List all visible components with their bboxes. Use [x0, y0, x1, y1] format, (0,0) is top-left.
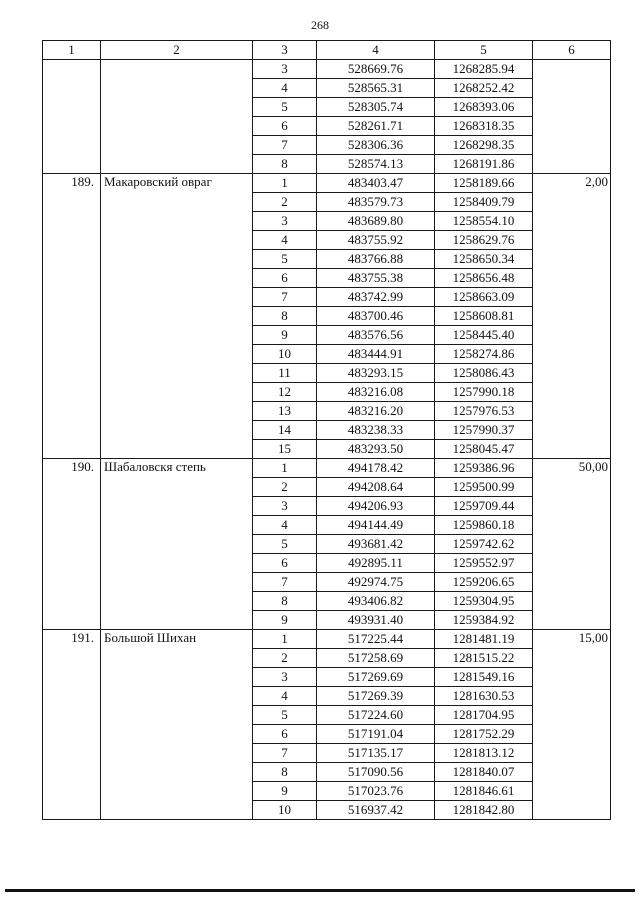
point-number: 5	[253, 250, 317, 269]
table-row	[43, 60, 611, 79]
coordinate-y: 1259304.95	[435, 592, 533, 611]
point-number: 1	[253, 174, 317, 193]
object-name: Макаровский овраг	[101, 174, 253, 459]
point-number: 9	[253, 326, 317, 345]
coordinate-y: 1281846.61	[435, 782, 533, 801]
point-number: 7	[253, 744, 317, 763]
point-number: 3	[253, 60, 317, 79]
point-number: 7	[253, 288, 317, 307]
coordinate-x: 483742.99	[317, 288, 435, 307]
coordinate-x: 483216.20	[317, 402, 435, 421]
point-number: 4	[253, 231, 317, 250]
coordinate-y: 1281842.80	[435, 801, 533, 820]
coordinate-x: 493406.82	[317, 592, 435, 611]
coordinate-y: 1258274.86	[435, 345, 533, 364]
coordinate-x: 516937.42	[317, 801, 435, 820]
point-number: 4	[253, 516, 317, 535]
coordinate-y: 1258409.79	[435, 193, 533, 212]
coordinate-x: 528261.71	[317, 117, 435, 136]
coordinate-x: 483403.47	[317, 174, 435, 193]
coordinate-y: 1268191.86	[435, 155, 533, 174]
point-number: 3	[253, 497, 317, 516]
column-header-1: 1	[43, 41, 101, 60]
point-number: 9	[253, 782, 317, 801]
coordinate-x: 528305.74	[317, 98, 435, 117]
object-area: 50,00	[533, 459, 611, 630]
coordinate-x: 483444.91	[317, 345, 435, 364]
column-header-2: 2	[101, 41, 253, 60]
coordinate-x: 517258.69	[317, 649, 435, 668]
point-number: 10	[253, 345, 317, 364]
coordinate-y: 1259742.62	[435, 535, 533, 554]
coordinate-x: 517090.56	[317, 763, 435, 782]
point-number: 1	[253, 630, 317, 649]
point-number: 7	[253, 136, 317, 155]
coordinate-x: 517135.17	[317, 744, 435, 763]
coordinate-y: 1281752.29	[435, 725, 533, 744]
object-name	[101, 60, 253, 174]
coordinate-y: 1258608.81	[435, 307, 533, 326]
object-number	[43, 60, 101, 174]
object-number: 191.	[43, 630, 101, 820]
coordinate-x: 483579.73	[317, 193, 435, 212]
coordinate-y: 1281840.07	[435, 763, 533, 782]
table-row	[43, 174, 611, 193]
table-body	[43, 60, 611, 820]
coordinate-y: 1281813.12	[435, 744, 533, 763]
table-row	[43, 459, 611, 478]
coordinate-x: 483755.92	[317, 231, 435, 250]
coordinate-y: 1258663.09	[435, 288, 533, 307]
coordinate-y: 1259709.44	[435, 497, 533, 516]
coordinate-x: 517269.39	[317, 687, 435, 706]
point-number: 8	[253, 155, 317, 174]
column-header-4: 4	[317, 41, 435, 60]
object-number: 189.	[43, 174, 101, 459]
point-number: 5	[253, 98, 317, 117]
coordinate-y: 1281630.53	[435, 687, 533, 706]
point-number: 6	[253, 269, 317, 288]
coordinate-y: 1257990.37	[435, 421, 533, 440]
coordinate-y: 1268252.42	[435, 79, 533, 98]
table-row	[43, 630, 611, 649]
coordinate-x: 483689.80	[317, 212, 435, 231]
coordinate-y: 1258650.34	[435, 250, 533, 269]
column-header-3: 3	[253, 41, 317, 60]
coordinate-y: 1259386.96	[435, 459, 533, 478]
coordinate-x: 492974.75	[317, 573, 435, 592]
coordinate-y: 1259552.97	[435, 554, 533, 573]
coordinate-y: 1258086.43	[435, 364, 533, 383]
coordinate-y: 1258189.66	[435, 174, 533, 193]
coordinate-x: 517225.44	[317, 630, 435, 649]
point-number: 8	[253, 592, 317, 611]
coordinate-y: 1258445.40	[435, 326, 533, 345]
object-area: 15,00	[533, 630, 611, 820]
coordinate-x: 517269.69	[317, 668, 435, 687]
column-header-5: 5	[435, 41, 533, 60]
coordinate-y: 1281481.19	[435, 630, 533, 649]
coordinate-x: 528565.31	[317, 79, 435, 98]
point-number: 1	[253, 459, 317, 478]
coordinate-y: 1268318.35	[435, 117, 533, 136]
point-number: 8	[253, 307, 317, 326]
coordinate-x: 492895.11	[317, 554, 435, 573]
object-name: Шабаловскя степь	[101, 459, 253, 630]
coordinate-y: 1259860.18	[435, 516, 533, 535]
point-number: 3	[253, 212, 317, 231]
coordinate-y: 1268285.94	[435, 60, 533, 79]
point-number: 11	[253, 364, 317, 383]
coordinate-x: 483238.33	[317, 421, 435, 440]
point-number: 4	[253, 79, 317, 98]
coordinate-x: 494178.42	[317, 459, 435, 478]
coordinate-y: 1281515.22	[435, 649, 533, 668]
point-number: 5	[253, 535, 317, 554]
coordinate-x: 528669.76	[317, 60, 435, 79]
point-number: 5	[253, 706, 317, 725]
coordinate-y: 1257990.18	[435, 383, 533, 402]
point-number: 15	[253, 440, 317, 459]
point-number: 7	[253, 573, 317, 592]
point-number: 2	[253, 193, 317, 212]
point-number: 6	[253, 117, 317, 136]
point-number: 14	[253, 421, 317, 440]
coordinate-x: 483576.56	[317, 326, 435, 345]
coordinate-y: 1258629.76	[435, 231, 533, 250]
coordinates-table	[42, 40, 611, 820]
point-number: 2	[253, 478, 317, 497]
table-header-row	[43, 41, 611, 60]
coordinate-y: 1259500.99	[435, 478, 533, 497]
object-area	[533, 60, 611, 174]
coordinate-y: 1268393.06	[435, 98, 533, 117]
point-number: 12	[253, 383, 317, 402]
coordinate-y: 1281704.95	[435, 706, 533, 725]
object-number: 190.	[43, 459, 101, 630]
coordinate-x: 517224.60	[317, 706, 435, 725]
coordinate-x: 483700.46	[317, 307, 435, 326]
coordinate-y: 1258554.10	[435, 212, 533, 231]
bottom-rule	[5, 889, 635, 892]
point-number: 2	[253, 649, 317, 668]
coordinate-x: 483293.50	[317, 440, 435, 459]
point-number: 9	[253, 611, 317, 630]
coordinate-x: 483216.08	[317, 383, 435, 402]
point-number: 4	[253, 687, 317, 706]
coordinate-y: 1258656.48	[435, 269, 533, 288]
coordinate-x: 483755.38	[317, 269, 435, 288]
coordinate-y: 1268298.35	[435, 136, 533, 155]
coordinate-x: 517191.04	[317, 725, 435, 744]
point-number: 3	[253, 668, 317, 687]
point-number: 6	[253, 725, 317, 744]
coordinate-y: 1281549.16	[435, 668, 533, 687]
coordinate-x: 483766.88	[317, 250, 435, 269]
coordinate-x: 528306.36	[317, 136, 435, 155]
object-name: Большой Шихан	[101, 630, 253, 820]
point-number: 13	[253, 402, 317, 421]
coordinate-x: 493681.42	[317, 535, 435, 554]
point-number: 10	[253, 801, 317, 820]
coordinate-x: 493931.40	[317, 611, 435, 630]
column-header-6: 6	[533, 41, 611, 60]
point-number: 6	[253, 554, 317, 573]
coordinate-y: 1259206.65	[435, 573, 533, 592]
coordinate-x: 517023.76	[317, 782, 435, 801]
coordinate-y: 1257976.53	[435, 402, 533, 421]
coordinate-x: 528574.13	[317, 155, 435, 174]
point-number: 8	[253, 763, 317, 782]
object-area: 2,00	[533, 174, 611, 459]
coordinate-x: 483293.15	[317, 364, 435, 383]
coordinate-x: 494208.64	[317, 478, 435, 497]
coordinate-y: 1259384.92	[435, 611, 533, 630]
coordinate-y: 1258045.47	[435, 440, 533, 459]
coordinate-x: 494206.93	[317, 497, 435, 516]
coordinate-x: 494144.49	[317, 516, 435, 535]
page-number: 268	[311, 18, 329, 32]
